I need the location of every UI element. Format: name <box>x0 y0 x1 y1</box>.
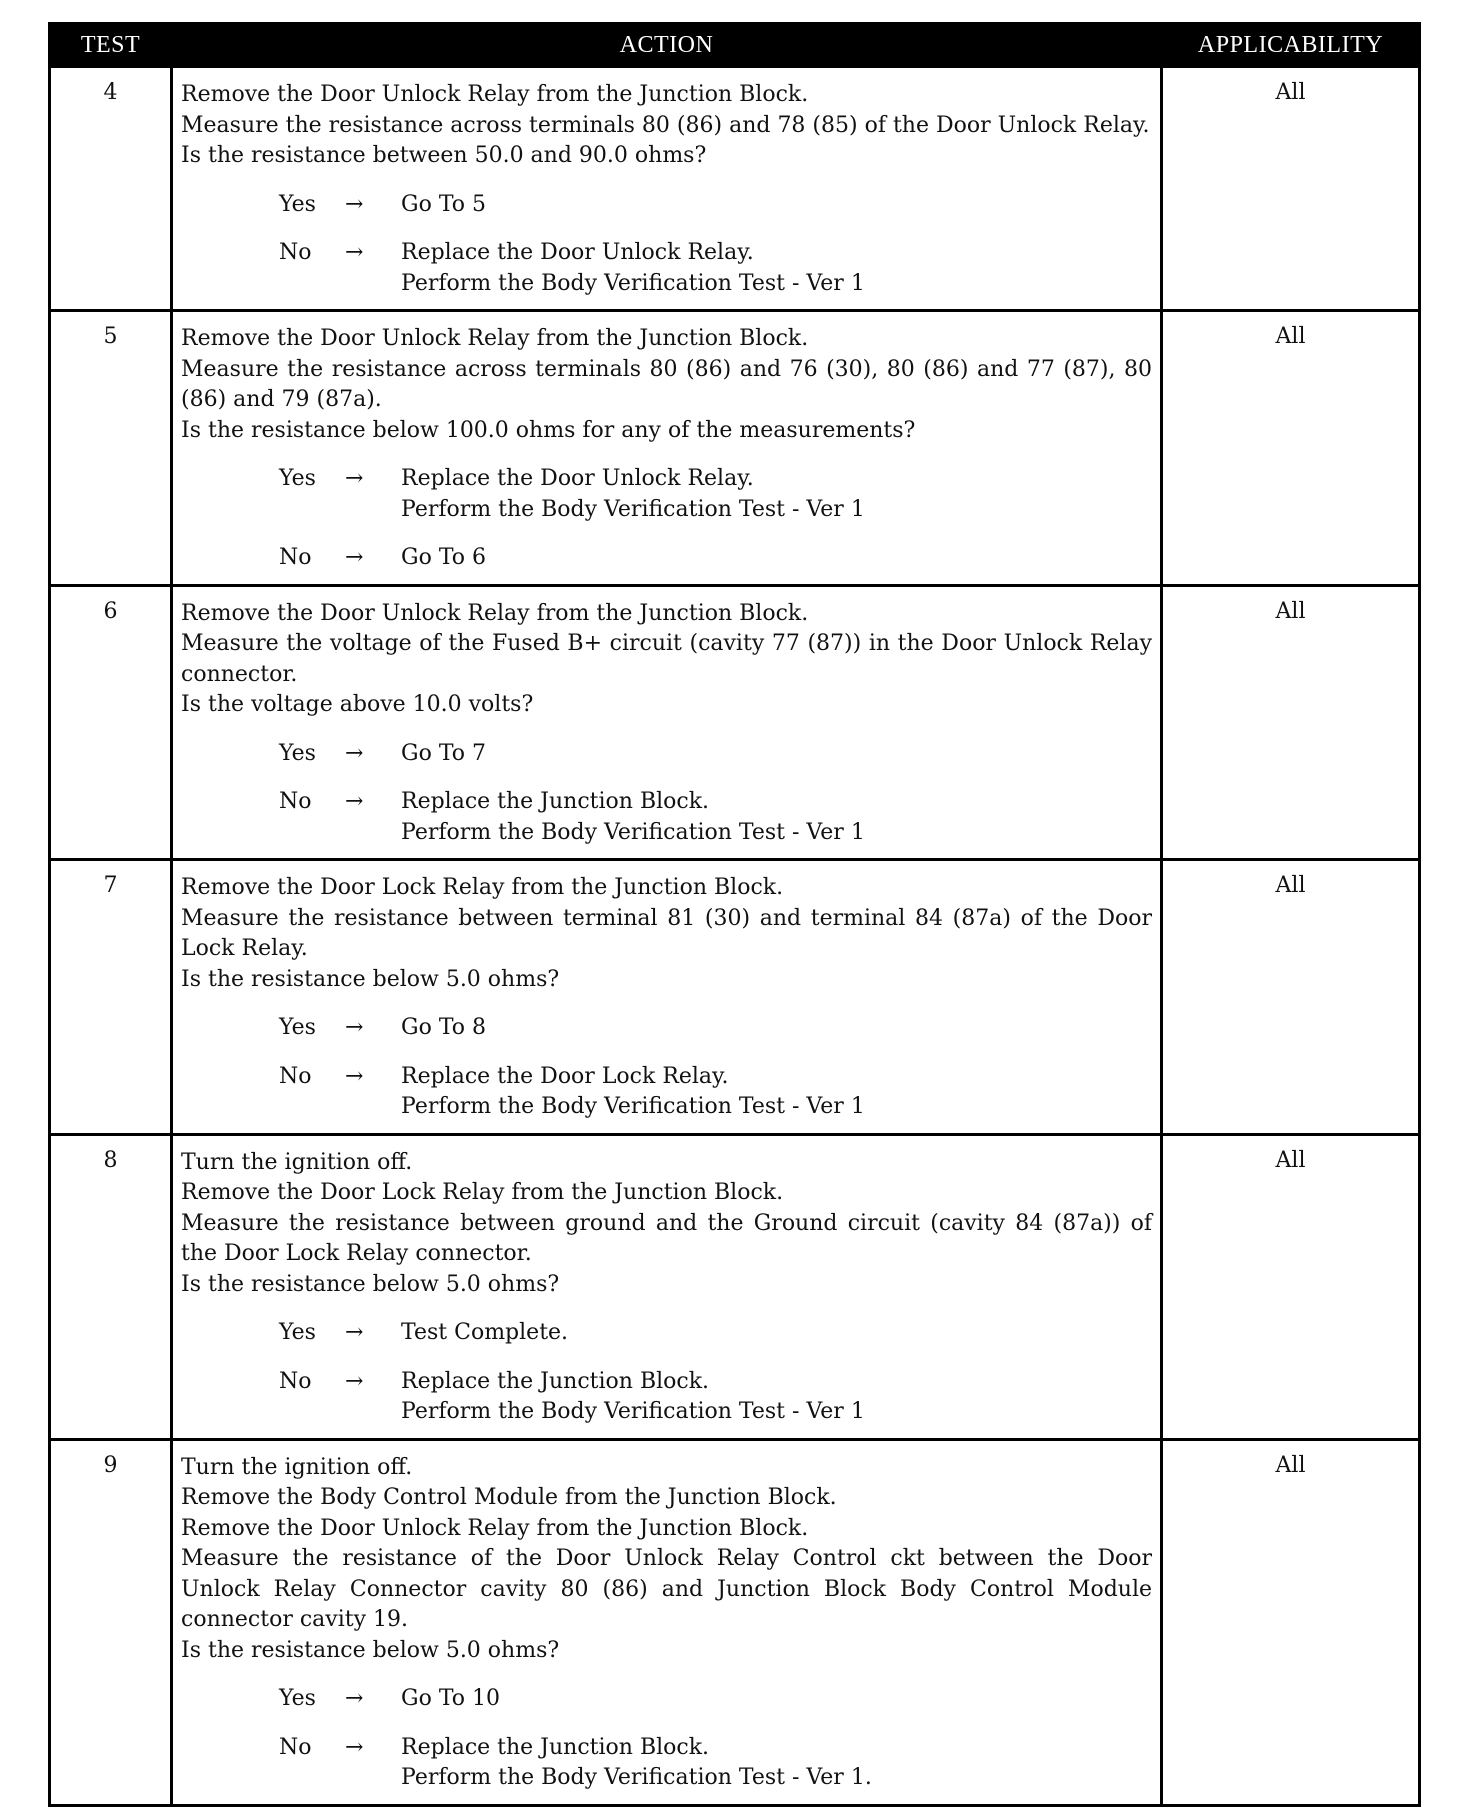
yes-label: Yes <box>279 466 316 491</box>
applicability-value: All <box>1162 1134 1420 1439</box>
yes-result <box>401 739 486 770</box>
yes-label: Yes <box>279 1686 316 1711</box>
action-instructions <box>181 1148 1152 1301</box>
table-row <box>50 67 1420 311</box>
action-column-header: ACTION <box>172 24 1162 67</box>
no-label: No <box>279 1063 312 1089</box>
instruction-line: Measure the resistance of the Door Unlock Relay Control ckt between the Door Unlock Relay Connector cavity 80 (86) and Junction Block Body Control Module connector cavity 19. <box>181 1546 1152 1632</box>
yes-result-line: Go To 10 <box>401 1686 501 1711</box>
instruction-line: Measure the resistance across terminals 80 (86) and 78 (85) of the Door Unlock Relay. <box>181 112 1150 138</box>
no-result-line: Replace the Junction Block. <box>401 1734 710 1760</box>
yes-outcome <box>181 1013 1152 1044</box>
right-arrow-icon: → <box>345 240 364 265</box>
no-result <box>401 238 865 299</box>
applicability-value: All <box>1162 311 1420 586</box>
no-outcome <box>181 787 1152 848</box>
table-row <box>50 1439 1420 1805</box>
table-row <box>50 585 1420 860</box>
instruction-line: Is the resistance below 5.0 ohms? <box>181 1271 560 1297</box>
instruction-line: Is the resistance below 5.0 ohms? <box>181 966 560 992</box>
instruction-line: Remove the Door Unlock Relay from the Junction Block. <box>181 1515 809 1541</box>
no-outcome <box>181 238 1152 299</box>
instruction-line: Remove the Body Control Module from the Junction Block. <box>181 1485 837 1510</box>
no-result <box>401 1367 865 1428</box>
yes-outcome <box>181 1684 1152 1715</box>
no-result-line: Perform the Body Verification Test - Ver 1 <box>401 270 865 296</box>
no-outcome <box>181 1062 1152 1123</box>
right-arrow-icon: → <box>345 1063 364 1089</box>
instruction-line: Measure the resistance across terminals 80 (86) and 76 (30), 80 (86) and 77 (87), 80 (86) and 79 (87a). <box>181 356 1152 412</box>
no-outcome <box>181 1367 1152 1428</box>
instruction-line: Remove the Door Unlock Relay from the Junction Block. <box>181 82 809 107</box>
test-number: 4 <box>50 67 172 311</box>
yes-result-line: Test Complete. <box>401 1320 569 1345</box>
no-result-line: Replace the Junction Block. <box>401 1368 710 1394</box>
right-arrow-icon: → <box>345 191 364 217</box>
yes-result <box>401 464 865 525</box>
table-header-row <box>50 24 1420 67</box>
yes-result-line: Go To 7 <box>401 740 487 766</box>
test-column-header: TEST <box>50 24 172 67</box>
no-result-line: Replace the Junction Block. <box>401 789 710 814</box>
no-label: No <box>279 1368 312 1394</box>
diagnostic-test-table <box>48 22 1421 1807</box>
test-number: 7 <box>50 860 172 1135</box>
right-arrow-icon: → <box>345 1015 364 1040</box>
applicability-value: All <box>1162 1439 1420 1805</box>
instruction-line: Is the resistance below 100.0 ohms for any of the measurements? <box>181 417 916 443</box>
right-arrow-icon: → <box>345 1320 364 1345</box>
instruction-line: Is the voltage above 10.0 volts? <box>181 692 534 717</box>
right-arrow-icon: → <box>345 1734 364 1760</box>
no-result-line: Perform the Body Verification Test - Ver 1 <box>401 819 865 845</box>
action-instructions <box>181 1453 1152 1667</box>
no-result <box>401 1062 865 1123</box>
no-result <box>401 543 486 574</box>
yes-result <box>401 1318 568 1349</box>
right-arrow-icon: → <box>345 740 364 766</box>
yes-label: Yes <box>279 1015 316 1040</box>
table-row <box>50 1134 1420 1439</box>
table-body <box>50 67 1420 1806</box>
no-outcome <box>181 1733 1152 1794</box>
instruction-line: Measure the voltage of the Fused B+ circuit (cavity 77 (87)) in the Door Unlock Relay connector. <box>181 631 1152 687</box>
no-result-line: Perform the Body Verification Test - Ver 1 <box>401 1094 865 1119</box>
yes-outcome <box>181 464 1152 525</box>
test-number: 9 <box>50 1439 172 1805</box>
no-outcome <box>181 543 1152 574</box>
yes-result-line: Go To 8 <box>401 1015 487 1040</box>
instruction-line: Is the resistance below 5.0 ohms? <box>181 1637 560 1663</box>
yes-result-line: Go To 5 <box>401 191 487 217</box>
no-result-line: Perform the Body Verification Test - Ver 1 <box>401 1399 865 1424</box>
instruction-line: Measure the resistance between ground and the Ground circuit (cavity 84 (87a)) of the Door Lock Relay connector. <box>181 1210 1152 1266</box>
action-cell <box>172 1439 1162 1805</box>
test-number: 8 <box>50 1134 172 1439</box>
instruction-line: Turn the ignition off. <box>181 1149 413 1175</box>
test-number: 6 <box>50 585 172 860</box>
yes-result <box>401 1013 486 1044</box>
table-row <box>50 860 1420 1135</box>
no-result-line: Replace the Door Unlock Relay. <box>401 240 754 265</box>
right-arrow-icon: → <box>345 1368 364 1394</box>
instruction-line: Remove the Door Unlock Relay from the Junction Block. <box>181 600 809 626</box>
action-instructions <box>181 873 1152 995</box>
action-instructions <box>181 80 1152 172</box>
yes-result <box>401 1684 500 1715</box>
no-result <box>401 1733 872 1794</box>
yes-outcome <box>181 1318 1152 1349</box>
no-label: No <box>279 545 312 570</box>
yes-outcome <box>181 190 1152 221</box>
yes-label: Yes <box>279 191 316 217</box>
yes-result <box>401 190 486 221</box>
yes-outcome <box>181 739 1152 770</box>
table-row <box>50 311 1420 586</box>
yes-label: Yes <box>279 1320 316 1345</box>
applicability-value: All <box>1162 67 1420 311</box>
action-cell <box>172 1134 1162 1439</box>
no-result <box>401 787 865 848</box>
instruction-line: Turn the ignition off. <box>181 1454 413 1480</box>
action-cell <box>172 311 1162 586</box>
instruction-line: Is the resistance between 50.0 and 90.0 ohms? <box>181 143 707 168</box>
test-number: 5 <box>50 311 172 586</box>
applicability-column-header: APPLICABILITY <box>1162 24 1420 67</box>
yes-label: Yes <box>279 740 316 766</box>
action-instructions <box>181 324 1152 446</box>
instruction-line: Measure the resistance between terminal 81 (30) and terminal 84 (87a) of the Door Lock Relay. <box>181 905 1152 961</box>
applicability-value: All <box>1162 860 1420 1135</box>
yes-result-line: Perform the Body Verification Test - Ver 1 <box>401 496 865 522</box>
no-label: No <box>279 789 312 814</box>
action-cell <box>172 585 1162 860</box>
action-cell <box>172 860 1162 1135</box>
no-result-line: Perform the Body Verification Test - Ver 1. <box>401 1765 872 1790</box>
yes-result-line: Replace the Door Unlock Relay. <box>401 466 754 491</box>
no-result-line: Replace the Door Lock Relay. <box>401 1063 729 1089</box>
no-label: No <box>279 240 312 265</box>
right-arrow-icon: → <box>345 545 364 570</box>
right-arrow-icon: → <box>345 789 364 814</box>
no-label: No <box>279 1734 312 1760</box>
action-instructions <box>181 599 1152 721</box>
instruction-line: Remove the Door Lock Relay from the Junction Block. <box>181 875 784 900</box>
no-result-line: Go To 6 <box>401 545 487 570</box>
right-arrow-icon: → <box>345 466 364 491</box>
action-cell <box>172 67 1162 311</box>
instruction-line: Remove the Door Unlock Relay from the Junction Block. <box>181 326 809 351</box>
right-arrow-icon: → <box>345 1686 364 1711</box>
instruction-line: Remove the Door Lock Relay from the Junction Block. <box>181 1180 784 1205</box>
applicability-value: All <box>1162 585 1420 860</box>
